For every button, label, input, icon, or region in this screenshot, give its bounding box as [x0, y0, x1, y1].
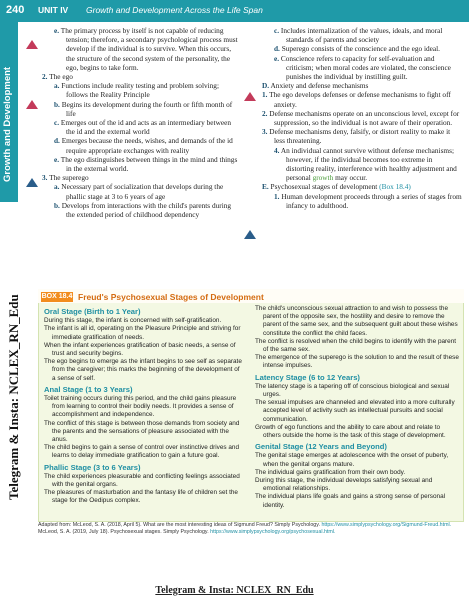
outline-label: b.: [54, 200, 60, 210]
side-tab-label: Growth and Development: [2, 66, 13, 182]
reference-link[interactable]: https://www.simplypsychology.org/psychosexual.html.: [210, 529, 336, 535]
stage-text: The individual plans life goals and gains a strong sense of personal identity.: [255, 493, 446, 509]
outline-item: [262, 127, 462, 145]
stage-heading: Genital Stage (12 Years and Beyond): [255, 442, 387, 452]
outline-label: e.: [274, 53, 280, 63]
footer-watermark: Telegram & Insta: NCLEX_RN_Edu: [155, 585, 314, 596]
outline-item: E. Psychosexual stages of development (Box 18.4): [262, 182, 411, 192]
outline-item: [262, 54, 462, 82]
page-header: [0, 0, 469, 22]
stage-text: The individual gains gratification from their own body.: [255, 468, 406, 476]
references: [38, 522, 464, 536]
outline-text: Anxiety and defense mechanisms: [269, 81, 369, 91]
outline-label: e.: [54, 26, 60, 35]
outline-text: Defense mechanisms operate on an unconscious level, except for suppression, so the individual is not aware of their operation.: [267, 108, 460, 128]
priority-marker-icon: [244, 92, 256, 101]
outline-item: [42, 118, 240, 136]
stage-text: The infant is all id, operating on the Pleasure Principle and striving for immediate gratification of needs.: [44, 325, 241, 341]
page-number: 240: [6, 4, 25, 16]
outline-text: Functions include reality testing and problem solving; follows the Reality Principle: [59, 81, 219, 100]
outline-item: [42, 72, 240, 81]
stage-text: Toilet training occurs during this period, and the child gains pleasure from learning to control their bodily needs. It provides a sense of accomplishment and independence.: [44, 395, 237, 419]
chapter-title: Growth and Development Across the Life Span: [86, 5, 263, 15]
box-right-column: [255, 305, 459, 510]
outline-label: 3.: [42, 173, 48, 183]
box-left-column: [44, 305, 244, 506]
priority-marker-icon: [26, 40, 38, 49]
outline-text: Begins its development during the fourth or fifth month of life: [59, 99, 233, 118]
stage-text: The genital stage emerges at adolescence with the onset of puberty, when the genital organs mature.: [255, 452, 449, 468]
outline-text: The ego: [47, 72, 73, 82]
outline-text: Emerges out of the id and acts as an intermediary between the id and the external world: [59, 118, 231, 137]
reference-entry: [38, 522, 464, 529]
outline-text: Necessary part of socialization that develops during the phallic stage at 3 to 6 years of age: [59, 182, 224, 201]
outline-item: [262, 44, 462, 53]
outline-label: e.: [54, 154, 60, 164]
priority-marker-icon: [26, 178, 38, 187]
reference-link[interactable]: https://www.simplypsychology.org/Sigmund-Freud.html.: [321, 522, 452, 528]
outline-label: a.: [54, 81, 60, 91]
stage-heading: Latency Stage (6 to 12 Years): [255, 372, 360, 382]
stage-heading: Oral Stage (Birth to 1 Year): [44, 307, 141, 316]
outline-label: d.: [54, 136, 60, 146]
outline-text: The ego distinguishes between things in the mind and things in the external world.: [59, 154, 238, 174]
outline-text: Superego consists of the conscience and the ego ideal.: [279, 44, 440, 54]
reference-text: McLeod, S. A. (2019, July 18). Psychosexual stages. Simply Psychology.: [38, 529, 211, 535]
outline-item: [42, 26, 240, 72]
outline-label: 2.: [42, 72, 48, 82]
outline-item: [42, 155, 240, 173]
outline-item: [262, 90, 462, 108]
stage-text: The pleasures of masturbation and the fantasy life of children set the stage for the Oedipus complex.: [44, 489, 238, 505]
outline-text: The superego: [47, 173, 89, 183]
stage-heading: Anal Stage (1 to 3 Years): [44, 384, 133, 394]
stage-text: During this stage, the individual develops satisfying sexual and emotional relationships.: [255, 477, 433, 493]
right-column: [262, 26, 462, 210]
outline-item: 1. Human development proceeds through a series of stages from infancy to adulthood.: [274, 191, 462, 210]
stage-text: The child experiences pleasurable and conflicting feelings associated with the genital organs.: [44, 472, 240, 489]
box-tag: BOX 18.4: [41, 293, 73, 300]
outline-label: 3.: [262, 127, 268, 137]
outline-text: Emerges because the needs, wishes, and demands of the id require appropriate exchanges with reality: [59, 136, 233, 155]
outline-label: D.: [262, 81, 270, 91]
outline-text: The ego develops defenses or defense mechanisms to fight off anxiety.: [267, 90, 451, 109]
stage-text: During this stage, the infant is concerned with self-gratification.: [44, 317, 222, 325]
unit-label: UNIT IV: [38, 5, 69, 15]
stage-text: The emergence of the superego is the solution to and the result of these intense impulses.: [255, 354, 459, 370]
priority-marker-icon: [244, 230, 256, 239]
box-title: Freud's Psychosexual Stages of Development: [78, 292, 264, 302]
section-side-tab: [0, 22, 18, 202]
outline-item: 4. An individual cannot survive without defense mechanisms; however, if the individual becomes too extreme in distorting reality, interference with healthy adjustment and personal growth may occur.: [274, 145, 457, 183]
outline-item: [262, 26, 462, 44]
outline-label: c.: [274, 26, 280, 35]
stage-text: The latency stage is a tapering off of conscious biological and sexual urges.: [255, 382, 450, 399]
outline-text: Develops from interactions with the child's parents during the extended period of childhood dependency: [59, 200, 232, 220]
outline-label: b.: [54, 99, 60, 109]
stage-text: The conflict is resolved when the child begins to identify with the parent of the same sex.: [255, 337, 457, 354]
outline-label: d.: [274, 44, 280, 54]
stage-text: The child begins to gain a sense of control over instinctive drives and learns to delay immediate gratification to gain a future goal.: [44, 444, 240, 460]
outline-item: [262, 81, 462, 90]
outline-item: [42, 100, 240, 118]
outline-text: Includes internalization of the values, ideals, and moral standards of parents and society: [279, 26, 443, 45]
stage-text: The sexual impulses are channeled and elevated into a more culturally accepted level of activity such as intellectual pursuits and social communication.: [255, 399, 455, 423]
stage-text: Growth of ego functions and the ability to care about and relate to others outside the home is the task of this stage of development.: [255, 423, 446, 440]
priority-marker-icon: [26, 100, 38, 109]
outline-text: Defense mechanisms deny, falsify, or distort reality to make it less threatening.: [267, 127, 451, 146]
reference-text: Adapted from: McLeod, S. A. (2018, April 5). What are the most interesting ideas of Sigmund Freud? Simply Psychology.: [38, 522, 322, 528]
left-column: [42, 26, 240, 219]
outline-label: 1.: [262, 90, 268, 100]
outline-item: [262, 109, 462, 127]
outline-text: Conscience refers to capacity for self-evaluation and criticism; when moral codes are violated, the conscience punishes the individual by instilling guilt.: [279, 53, 451, 82]
outline-label: c.: [54, 118, 60, 128]
outline-text: The primary process by itself is not capable of reducing tension; therefore, a secondary psychological process must develop if the individual is to survive. When this occurs, the structure of the second system of the personality, the ego, begins to take form.: [59, 26, 238, 72]
outline-item: [42, 182, 240, 200]
outline-item: [42, 173, 240, 182]
outline-label: 2.: [262, 108, 268, 118]
stage-text: When the infant experiences gratification of basic needs, a sense of trust and security begins.: [44, 341, 236, 358]
stage-text: The conflict of this stage is between those demands from society and the parents and the sensations of pleasure associated with the anus.: [44, 419, 240, 444]
stage-text: The child's unconscious sexual attraction to and wish to possess the parent of the opposite sex, the hostility and desire to remove the parent of the same sex, and the subsequent guilt about these wishes constitute the conflict the child faces.: [255, 305, 458, 337]
stage-heading: Phallic Stage (3 to 6 Years): [44, 462, 141, 472]
watermark: Telegram & Insta: NCLEX_RN_Edu: [6, 294, 21, 500]
stage-text: The ego begins to emerge as the infant begins to see self as separate from the caregiver; this marks the beginning of the development of a sense of self.: [44, 358, 242, 382]
outline-item: [42, 201, 240, 219]
box-reference-link[interactable]: (Box 18.4): [379, 182, 411, 192]
outline-label: a.: [54, 182, 60, 192]
outline-item: [42, 136, 240, 154]
outline-item: [42, 81, 240, 99]
reference-entry: [38, 529, 464, 536]
